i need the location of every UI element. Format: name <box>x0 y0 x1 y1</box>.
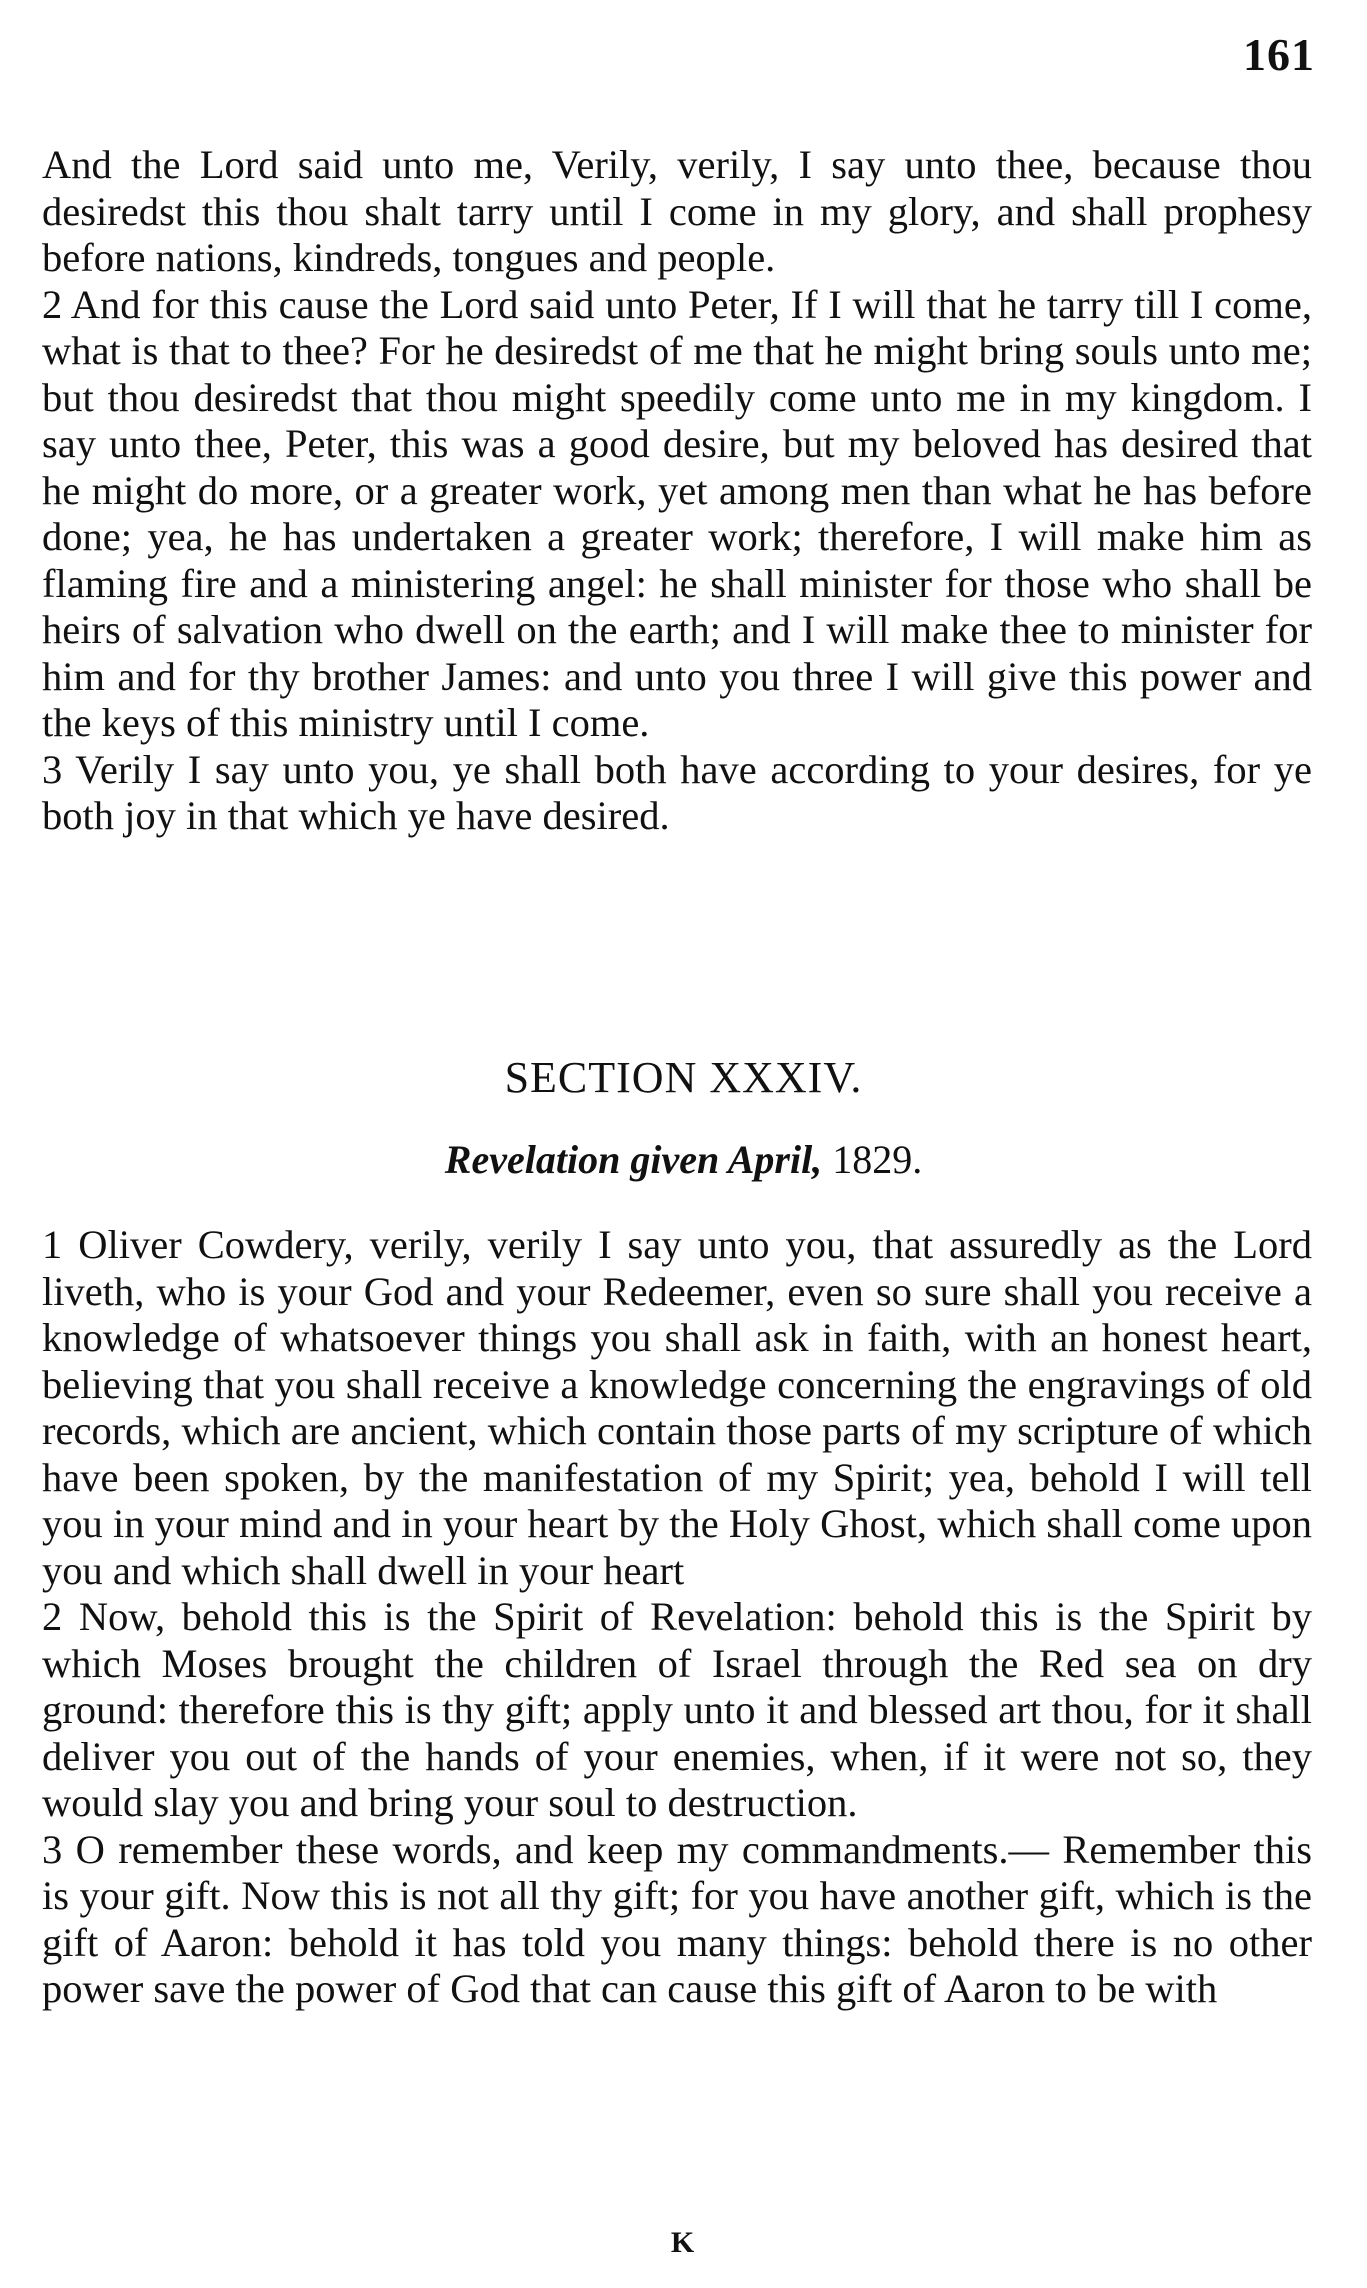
revelation-year: 1829. <box>832 1137 923 1182</box>
continuation-text <box>42 142 1312 840</box>
page-number: 161 <box>1243 29 1315 80</box>
verse-paragraph: 1 Oliver Cowdery, verily, verily I say unto you, that assuredly as the Lord liveth, who is your God and your Redeemer, even so sure shall you receive a knowledge of whatsoever things you shall ask in faith, with an honest heart, believing that you shall receive a knowledge concerning the engravings of old records, which are ancient, which contain those parts of my scripture of which have been spoken, by the manifestation of my Spirit; yea, behold I will tell you in your mind and in your heart by the Holy Ghost, which shall come upon you and which shall dwell in your heart <box>42 1222 1312 1593</box>
section-text <box>42 1222 1312 2013</box>
revelation-label: Revelation given April, <box>444 1137 823 1182</box>
section-heading: SECTION XXXIV. <box>504 1053 863 1102</box>
verse-paragraph: And the Lord said unto me, Verily, verily, I say unto thee, because thou desiredst this thou shalt tarry until I come in my glory, and shall prophesy before nations, kindreds, tongues and people. <box>42 142 1312 280</box>
verse-paragraph: 2 Now, behold this is the Spirit of Revelation: behold this is the Spirit by which Moses brought the children of Israel through the Red sea on dry ground: therefore this is thy gift; apply unto it and blessed art thou, for it shall deliver you out of the hands of your enemies, when, if it were not so, they would slay you and bring your soul to destruction. <box>42 1594 1312 1825</box>
verse-paragraph: 2 And for this cause the Lord said unto Peter, If I will that he tarry till I come, what is that to thee? For he desiredst of me that he might bring souls unto me; but thou desiredst that thou might speedily come unto me in my kingdom. I say unto thee, Peter, this was a good desire, but my beloved has desired that he might do more, or a greater work, yet among men than what he has before done; yea, he has undertaken a greater work; therefore, I will make him as flaming fire and a ministering angel: he shall minister for those who shall be heirs of salvation who dwell on the earth; and I will make thee to minister for him and for thy brother James: and unto you three I will give this power and the keys of this ministry until I come. <box>42 281 1312 745</box>
signature-mark: K <box>670 2226 697 2259</box>
verse-paragraph: 3 Verily I say unto you, ye shall both have according to your desires, for ye both joy in that which ye have desired. <box>42 746 1312 838</box>
revelation-date-line <box>0 1136 1367 1183</box>
verse-paragraph: 3 O remember these words, and keep my commandments.— Remember this is your gift. Now this is not all thy gift; for you have another gift, which is the gift of Aaron: behold it has told you many things: behold there is no other power save the power of God that can cause this gift of Aaron to be with <box>42 1826 1312 2011</box>
